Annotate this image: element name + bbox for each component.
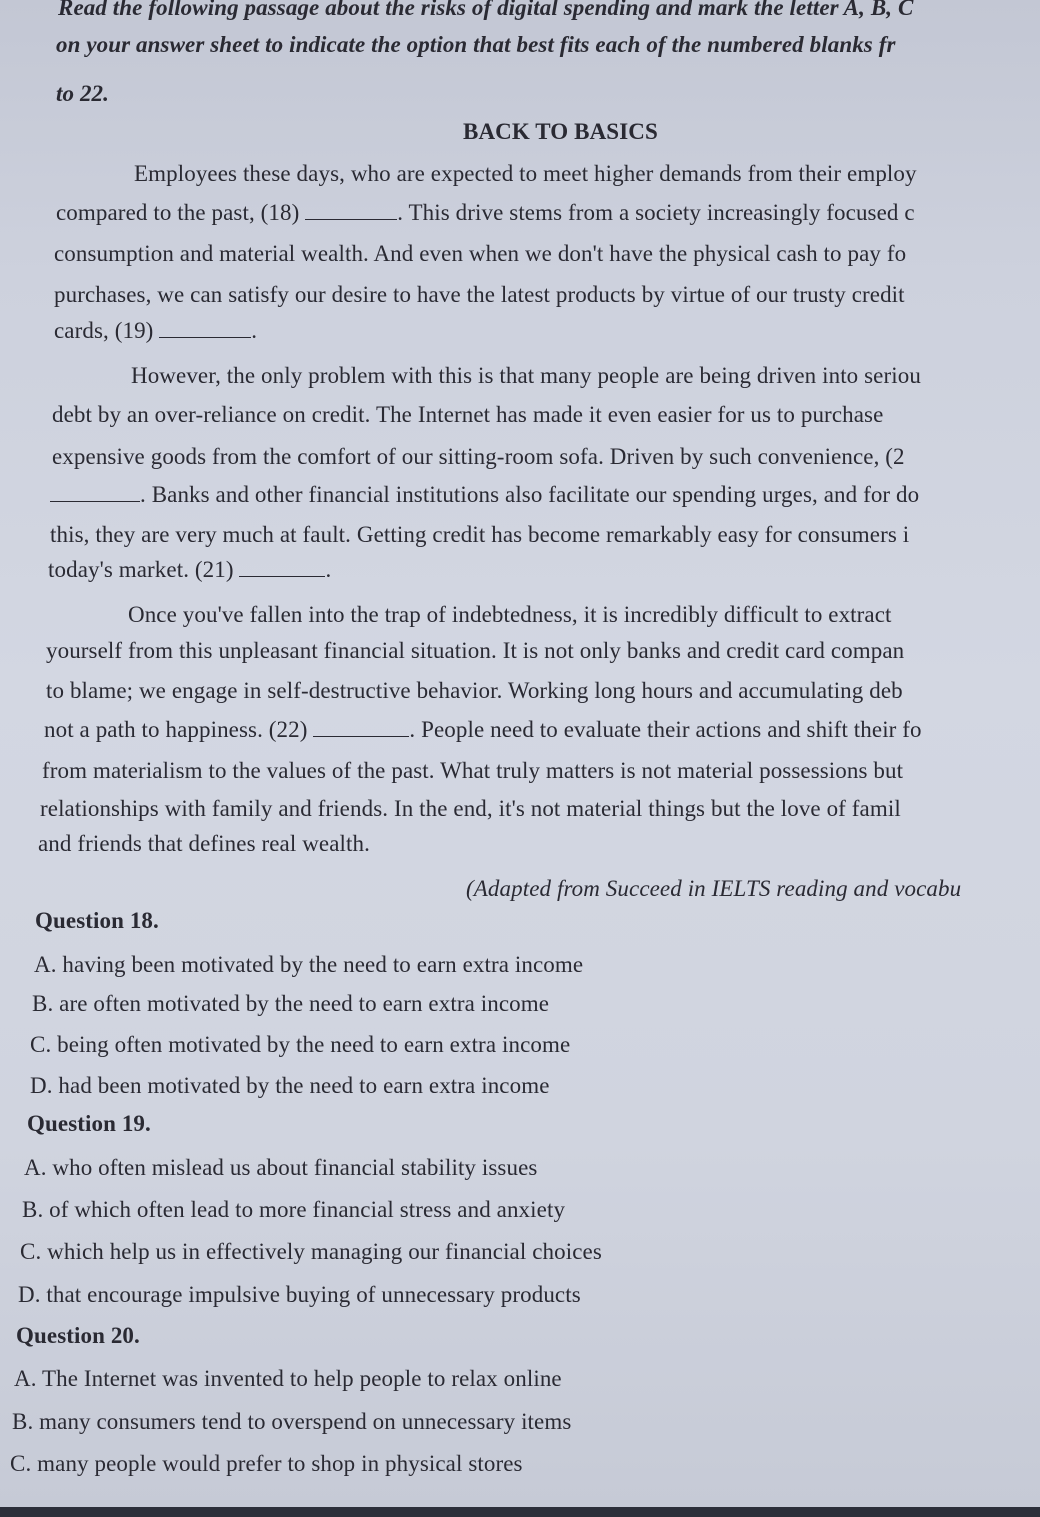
p3-line-4-start: not a path to happiness. (22) xyxy=(44,717,314,742)
p1-line-2 xyxy=(56,199,915,227)
p1-line-5-start: cards, (19) xyxy=(54,318,160,343)
passage-title: BACK TO BASICS xyxy=(463,119,658,144)
p1-line-3: consumption and material wealth. And even when we don't have the physical cash to pay fo xyxy=(54,241,907,266)
p3-line-5: from materialism to the values of the past. What truly matters is not material possessions but xyxy=(42,758,904,783)
p1-line-1: Employees these days, who are expected to meet higher demands from their employ xyxy=(134,161,917,186)
question-18-option-a[interactable]: A. having been motivated by the need to earn extra income xyxy=(34,952,584,977)
p2-line-5: this, they are very much at fault. Getting credit has become remarkably easy for consumers i xyxy=(50,522,910,547)
question-20-option-c[interactable]: C. many people would prefer to shop in physical stores xyxy=(10,1451,523,1476)
question-19-option-d[interactable]: D. that encourage impulsive buying of unnecessary products xyxy=(18,1282,581,1307)
passage-source: (Adapted from Succeed in IELTS reading and vocabu xyxy=(466,876,962,901)
p1-line-5 xyxy=(54,317,257,345)
p3-line-6: relationships with family and friends. In the end, it's not material things but the love of famil xyxy=(40,796,901,821)
p2-line-3: expensive goods from the comfort of our sitting-room sofa. Driven by such convenience, (2 xyxy=(52,444,905,469)
question-20-option-b[interactable]: B. many consumers tend to overspend on unnecessary items xyxy=(12,1409,572,1434)
p2-line-6-start: today's market. (21) xyxy=(48,557,240,582)
instructions-line-2: on your answer sheet to indicate the option that best fits each of the numbered blanks fr xyxy=(56,32,896,57)
question-18-heading: Question 18. xyxy=(35,908,159,933)
page-bottom-edge xyxy=(0,1507,1040,1517)
p3-line-1: Once you've fallen into the trap of indebtedness, it is incredibly difficult to extract xyxy=(128,602,892,627)
blank-19 xyxy=(159,317,251,338)
blank-18 xyxy=(305,199,397,220)
p3-line-3: to blame; we engage in self-destructive behavior. Working long hours and accumulating deb xyxy=(46,678,903,703)
question-19-option-c[interactable]: C. which help us in effectively managing our financial choices xyxy=(20,1239,602,1264)
question-19-option-a[interactable]: A. who often mislead us about financial stability issues xyxy=(24,1155,538,1180)
p2-line-4 xyxy=(50,481,919,509)
question-19-heading: Question 19. xyxy=(27,1111,151,1136)
p3-line-4-end: . People need to evaluate their actions and shift their fo xyxy=(409,717,922,742)
question-18-option-b[interactable]: B. are often motivated by the need to earn extra income xyxy=(32,991,550,1016)
p3-line-4 xyxy=(44,716,922,744)
question-18-option-c[interactable]: C. being often motivated by the need to earn extra income xyxy=(30,1032,571,1057)
p3-line-2: yourself from this unpleasant financial situation. It is not only banks and credit card compan xyxy=(46,638,905,663)
p2-line-6-end: . xyxy=(325,557,332,582)
p1-line-2-start: compared to the past, (18) xyxy=(56,200,306,225)
question-20-heading: Question 20. xyxy=(16,1323,140,1348)
blank-20 xyxy=(50,481,140,502)
instructions-line-3: to 22. xyxy=(56,81,109,106)
p2-line-4-end: . Banks and other financial institutions also facilitate our spending urges, and for do xyxy=(140,482,920,507)
question-19-option-b[interactable]: B. of which often lead to more financial stress and anxiety xyxy=(22,1197,566,1222)
p1-line-5-end: . xyxy=(251,318,258,343)
p2-line-6 xyxy=(48,556,331,584)
blank-22 xyxy=(313,716,409,737)
p1-line-4: purchases, we can satisfy our desire to have the latest products by virtue of our trusty credit xyxy=(54,282,905,307)
question-18-option-d[interactable]: D. had been motivated by the need to earn extra income xyxy=(30,1073,550,1098)
p3-line-7: and friends that defines real wealth. xyxy=(38,831,370,856)
blank-21 xyxy=(239,556,325,577)
instructions-line-1: Read the following passage about the risks of digital spending and mark the letter A, B, C xyxy=(58,0,914,20)
p2-line-2: debt by an over-reliance on credit. The Internet has made it even easier for us to purchase xyxy=(52,402,884,427)
p2-line-1: However, the only problem with this is that many people are being driven into seriou xyxy=(131,363,921,388)
question-20-option-a[interactable]: A. The Internet was invented to help people to relax online xyxy=(14,1366,562,1391)
p1-line-2-end: . This drive stems from a society increasingly focused c xyxy=(397,200,915,225)
